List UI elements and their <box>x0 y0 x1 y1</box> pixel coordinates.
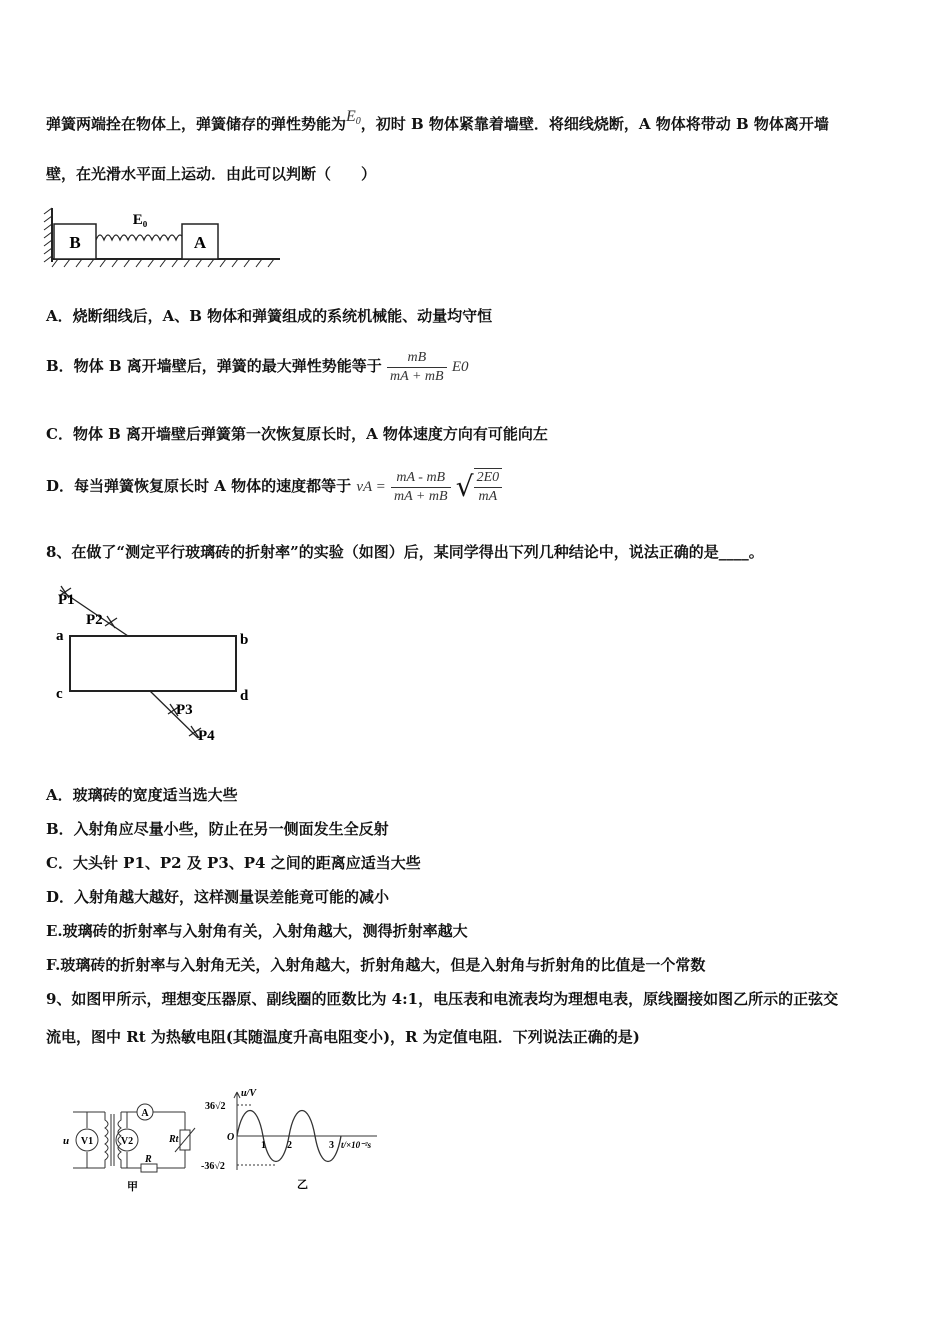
glass-brick-figure <box>48 580 258 750</box>
voltmeter-v1-label: V1 <box>80 1136 94 1147</box>
q9-stem-line-2: 流电，图中 Rt 为热敏电阻(其随温度升高电阻变小)，R 为定值电阻．下列说法正确的是) <box>46 1028 640 1046</box>
y-min-label: -36√2 <box>201 1161 225 1172</box>
corner-c-label: c <box>56 686 63 702</box>
q8-stem: 8、在做了“测定平行玻璃砖的折射率”的实验（如图）后，某同学得出下列几种结论中，说法正确的是____。 <box>46 543 764 561</box>
origin-label: O <box>227 1132 235 1143</box>
q8-option-d: D．入射角越大越好，这样测量误差能竟可能的减小 <box>46 888 390 906</box>
spring <box>96 235 184 240</box>
voltmeter-v2-label: V2 <box>120 1136 134 1147</box>
intro-line-1: 弹簧两端拴在物体上，弹簧储存的弹性势能为$E_0$，初时 B 物体紧靠着墙壁．将细线烧断，A 物体将带动 B 物体离开墙 <box>46 108 829 133</box>
q8-option-e: E.玻璃砖的折射率与入射角有关，入射角越大，测得折射率越大 <box>46 922 468 940</box>
thermistor-label: Rt <box>169 1134 179 1145</box>
block-b-label: B <box>69 233 81 252</box>
q7-option-c: C．物体 B 离开墙壁后弹簧第一次恢复原长时，A 物体速度方向有可能向左 <box>46 425 548 443</box>
energy-symbol: $E_0$ <box>346 108 361 127</box>
mass-ratio-fraction: $\frac{mB}{mA + mB}$ <box>387 349 447 386</box>
q9-stem-line-1: 9、如图甲所示，理想变压器原、副线圈的匝数比为 4:1，电压表和电流表均为理想电表，原线圈接如图乙所示的正弦交 <box>46 990 839 1008</box>
q7-option-b: B．物体 B 离开墙壁后，弹簧的最大弹性势能等于 $\frac{mB}{mA + mB}$ E0 <box>46 349 469 384</box>
sqrt-fraction: $\frac{2E0}{mA}$ <box>474 468 503 506</box>
q8-option-f: F.玻璃砖的折射率与入射角无关，入射角越大，折射角越大，但是入射角与折射角的比值是一个常数 <box>46 956 706 974</box>
y-max-label: 36√2 <box>205 1101 226 1112</box>
figure-jia-label: 甲 <box>127 1181 138 1193</box>
q7-option-d: D．每当弹簧恢复原长时 A 物体的速度都等于 vA = $\frac{mA - mB}{mA + mB}$ √ $\frac{2E0}{mA}$ <box>46 464 502 509</box>
corner-d-label: d <box>240 688 249 704</box>
pin-p2-label: P2 <box>86 612 103 628</box>
pin-p4-label: P4 <box>198 728 215 744</box>
pin-p3-label: P3 <box>176 702 193 718</box>
q8-option-a: A．玻璃砖的宽度适当选大些 <box>46 786 238 804</box>
pin-p1-label: P1 <box>58 592 75 608</box>
u-axis-label: u/V <box>241 1088 257 1099</box>
velocity-fraction: $\frac{mA - mB}{mA + mB}$ <box>391 469 451 506</box>
figure-yi-label: 乙 <box>297 1179 308 1191</box>
input-voltage-label: u <box>63 1135 70 1147</box>
spring-blocks-figure <box>40 200 290 272</box>
glass-brick <box>70 636 236 691</box>
t-axis-label: t/×10⁻²s <box>341 1140 372 1150</box>
transformer-figure <box>45 1062 395 1202</box>
t2-tick-label: 2 <box>287 1140 292 1151</box>
corner-b-label: b <box>240 632 249 648</box>
t1-tick-label: 1 <box>261 1140 266 1151</box>
corner-a-label: a <box>56 628 64 644</box>
q8-option-c: C．大头针 P1、P2 及 P3、P4 之间的距离应适当大些 <box>46 854 421 872</box>
q7-option-a: A．烧断细线后，A、B 物体和弹簧组成的系统机械能、动量均守恒 <box>46 307 493 325</box>
energy-label: E₀ <box>132 212 148 228</box>
q8-option-b: B．入射角应尽量小些，防止在另一侧面发生全反射 <box>46 820 389 838</box>
block-a-label: A <box>193 233 207 252</box>
ammeter-label: A <box>141 1108 149 1119</box>
intro-line-2: 壁，在光滑水平面上运动．由此可以判断（ ） <box>46 165 377 183</box>
resistor-label: R <box>145 1154 152 1165</box>
t3-tick-label: 3 <box>329 1140 334 1151</box>
